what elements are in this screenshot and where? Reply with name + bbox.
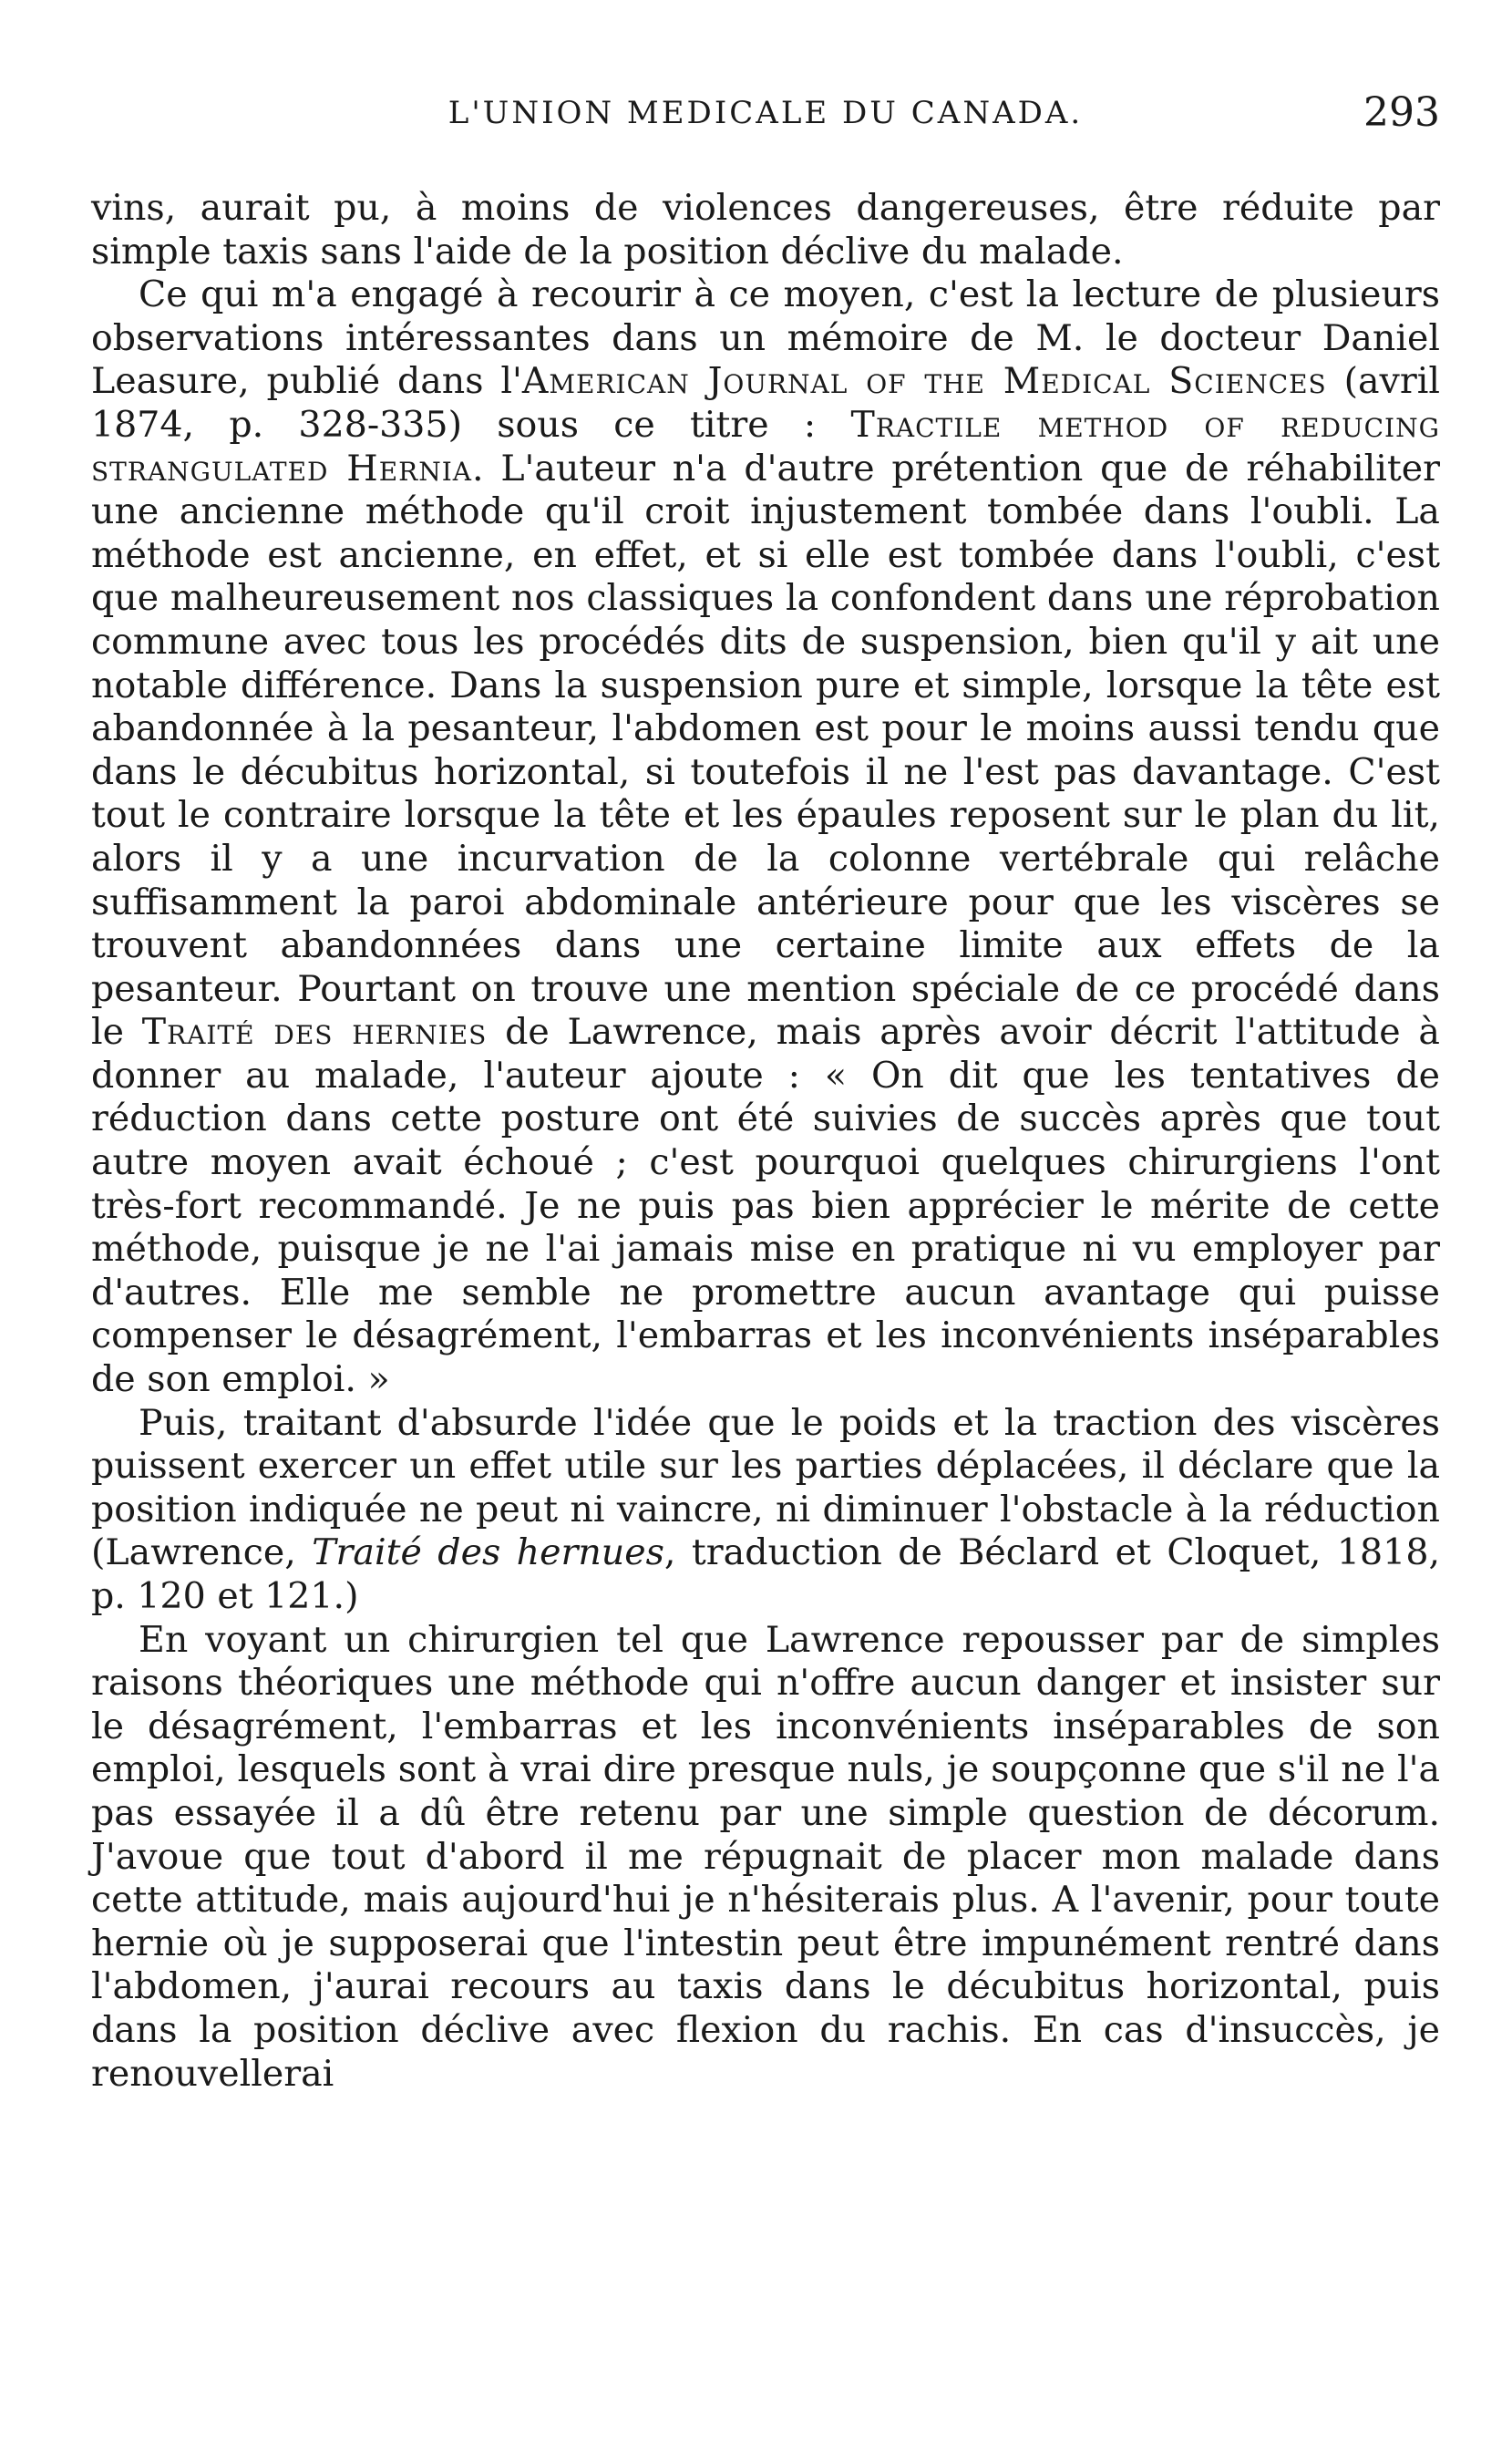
running-title: L'UNION MEDICALE DU CANADA.: [447, 95, 1084, 131]
page-number: 293: [1363, 89, 1440, 136]
paragraph: [91, 273, 1440, 1401]
text-run: En voyant un chirurgien tel que Lawrence repousser par de simples raisons théoriques une méthode qui n'offre aucun danger et insister sur le désagrément, l'embarras et les inconvénients inséparables de son emploi, lesquels sont à vrai dire presque nuls, je soupçonne que s'il ne l'a pas essayée il a dû être retenu par une simple question de décorum. J'avoue que tout d'abord il me répugnait de placer mon malade dans cette attitude, mais aujourd'hui je n'hésiterais plus. A l'avenir, pour toute hernie où je supposerai que l'intestin peut être impunément rentré dans l'abdomen, j'aurai recours au taxis dans le décubitus horizontal, puis dans la position déclive avec flexion du rachis. En cas d'insuccès, je renouvellerai: [91, 1618, 1440, 2095]
article-title: Tractile method of reducing strangulated Hernia: [91, 403, 1440, 490]
paragraph: [91, 1402, 1440, 1619]
text-run: Ce qui m'a engagé à recourir à ce moyen, c'est la lecture de plusieurs observations intéressantes dans un mémoire de M. le docteur Daniel Leasure, publié dans l': [91, 273, 1440, 403]
paragraph: [91, 1619, 1440, 2097]
paragraph: [91, 187, 1440, 273]
page-header: [91, 89, 1440, 139]
text-run: vins, aurait pu, à moins de violences dangereuses, être réduite par simple taxis sans l'aide de la position déclive du malade.: [91, 187, 1440, 273]
text-run: de Lawrence, mais après avoir décrit l'attitude à donner au malade, l'auteur ajoute : « On dit que les tentatives de réduction dans cette posture ont été suivies de succès après que tout autre moyen avait échoué ; c'est pourquoi quelques chirurgiens l'ont très-fort recommandé. Je ne puis pas bien apprécier le mérite de cette méthode, puisque je ne l'ai jamais mise en pratique ni vu employer par d'autres. Elle me semble ne promettre aucun avantage qui puisse compenser le désagrément, l'embarras et les inconvénients inséparables de son emploi. »: [91, 1011, 1440, 1401]
text-run: Puis, traitant d'absurde l'idée que le poids et la traction des viscères puissent exercer un effet utile sur les parties déplacées, il déclare que la position indiquée ne peut ni vaincre, ni diminuer l'obstacle à la réduction (Lawrence,: [91, 1401, 1440, 1574]
book-title: Traité des hernues: [312, 1531, 664, 1574]
book-title: Traité des hernies: [141, 1011, 488, 1054]
text-run: , traduction de Béclard et Cloquet, 1818, p. 120 et 121.): [91, 1531, 1441, 1617]
journal-title: American Journal of the Medical Sciences: [521, 360, 1327, 403]
text-run: . L'auteur n'a d'autre prétention que de réhabiliter une ancienne méthode qu'il croit injustement tombée dans l'oubli. La méthode est ancienne, en effet, et si elle est tombée dans l'oubli, c'est que malheureusement nos classiques la confondent dans une réprobation commune avec tous les procédés dits de suspension, bien qu'il y ait une notable différence. Dans la suspension pure et simple, lorsque la tête est abandonnée à la pesanteur, l'abdomen est pour le moins aussi tendu que dans le décubitus horizontal, si toutefois il ne l'est pas davantage. C'est tout le contraire lorsque la tête et les épaules reposent sur le plan du lit, alors il y a une incurvation de la colonne vertébrale qui relâche suffisamment la paroi abdominale antérieure pour que les viscères se trouvent abandonnées dans une certaine limite aux effets de la pesanteur. Pourtant on trouve une mention spéciale de ce procédé dans le: [91, 447, 1440, 1054]
body-text: [91, 187, 1440, 2096]
text-run: (avril 1874, p. 328-335) sous ce titre :: [91, 360, 1440, 446]
